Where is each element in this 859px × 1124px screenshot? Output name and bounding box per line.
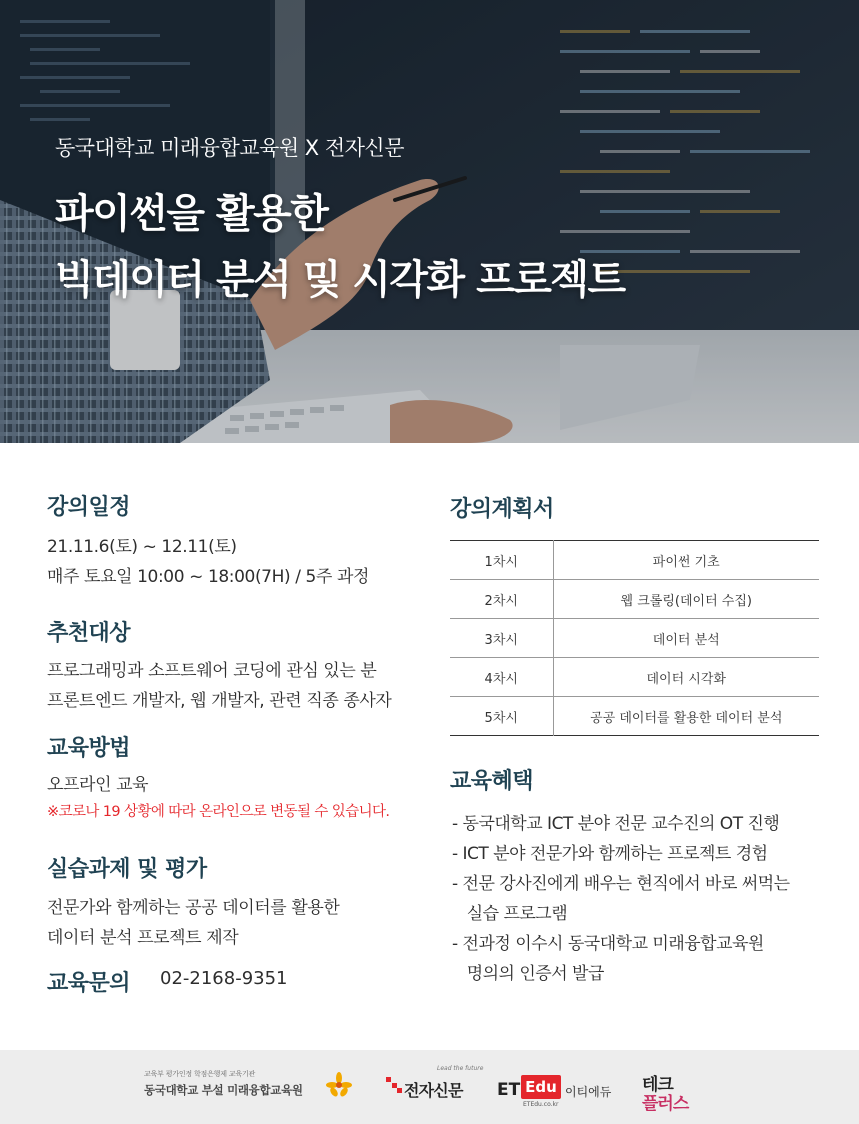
- plan-session: 3차시: [450, 619, 553, 658]
- etedu-logo-et: ET: [497, 1080, 521, 1100]
- schedule-time: 매주 토요일 10:00 ~ 18:00(7H) / 5주 과정: [47, 567, 370, 587]
- project-heading: 실습과제 및 평가: [47, 857, 207, 882]
- hero-banner: [0, 0, 859, 443]
- plan-row: [450, 541, 819, 580]
- benefit-item: - ICT 분야 전문가와 함께하는 프로젝트 경험: [452, 844, 768, 864]
- plan-session: 5차시: [450, 697, 553, 736]
- project-line1: 전문가와 함께하는 공공 데이터를 활용한: [47, 898, 340, 918]
- hero-title-line1: 파이썬을 활용한: [55, 191, 328, 237]
- audience-line1: 프로그래밍과 소프트웨어 코딩에 관심 있는 분: [47, 661, 377, 681]
- benefit-item: - 전문 강사진에게 배우는 현직에서 바로 써먹는: [452, 874, 790, 894]
- benefit-item: 실습 프로그램: [452, 904, 568, 924]
- schedule-heading: 강의일정: [47, 495, 131, 520]
- plan-row: [450, 658, 819, 697]
- method-line1: 오프라인 교육: [47, 775, 149, 795]
- etnews-logo-icon: [385, 1076, 403, 1094]
- benefit-item: - 전과정 이수시 동국대학교 미래융합교육원: [452, 934, 764, 954]
- plan-table: [450, 540, 819, 736]
- plan-session: 4차시: [450, 658, 553, 697]
- techplus-logo-line2: 플러스: [642, 1094, 689, 1114]
- plan-heading: 강의계획서: [450, 497, 554, 522]
- project-line2: 데이터 분석 프로젝트 제작: [47, 928, 239, 948]
- plan-topic: 공공 데이터를 활용한 데이터 분석: [590, 710, 783, 726]
- etnews-logo-text: 전자신문: [404, 1081, 463, 1100]
- dongguk-accreditation-text: 교육부 평가인정 학점은행제 교육기관: [144, 1070, 256, 1078]
- dongguk-emblem-icon: [326, 1072, 352, 1098]
- plan-row: [450, 619, 819, 658]
- hero-title-line2: 빅데이터 분석 및 시각화 프로젝트: [55, 257, 625, 303]
- audience-line2: 프론트엔드 개발자, 웹 개발자, 관련 직종 종사자: [47, 691, 392, 711]
- benefit-item: 명의의 인증서 발급: [452, 964, 604, 984]
- techplus-logo-line1: 테크: [642, 1075, 673, 1095]
- benefits-heading: 교육혜택: [450, 769, 534, 794]
- plan-row: [450, 580, 819, 619]
- plan-session: 2차시: [450, 580, 553, 619]
- etedu-logo-edu: Edu: [521, 1075, 561, 1099]
- method-note: ※코로나 19 상황에 따라 온라인으로 변동될 수 있습니다.: [47, 804, 390, 820]
- plan-session: 1차시: [450, 541, 553, 580]
- etedu-logo-korean: 이티에듀: [565, 1085, 612, 1099]
- plan-row: [450, 697, 819, 736]
- audience-heading: 추천대상: [47, 621, 131, 646]
- plan-topic: 데이터 시각화: [553, 658, 819, 697]
- benefit-item: - 동국대학교 ICT 분야 전문 교수진의 OT 진행: [452, 814, 780, 834]
- hero-subtitle: 동국대학교 미래융합교육원 X 전자신문: [55, 136, 404, 160]
- etnews-slogan: Lead the future: [437, 1065, 484, 1072]
- dongguk-logo-text: 동국대학교 부설 미래융합교육원: [144, 1083, 303, 1097]
- contact-phone: 02-2168-9351: [160, 968, 288, 989]
- plan-topic: 파이썬 기초: [553, 541, 819, 580]
- etedu-site-text: ETEdu.co.kr: [523, 1101, 559, 1108]
- schedule-dates: 21.11.6(토) ~ 12.11(토): [47, 537, 237, 557]
- contact-heading: 교육문의: [47, 971, 131, 996]
- method-heading: 교육방법: [47, 736, 131, 761]
- plan-topic: 데이터 분석: [553, 619, 819, 658]
- plan-topic: 웹 크롤링(데이터 수집): [553, 580, 819, 619]
